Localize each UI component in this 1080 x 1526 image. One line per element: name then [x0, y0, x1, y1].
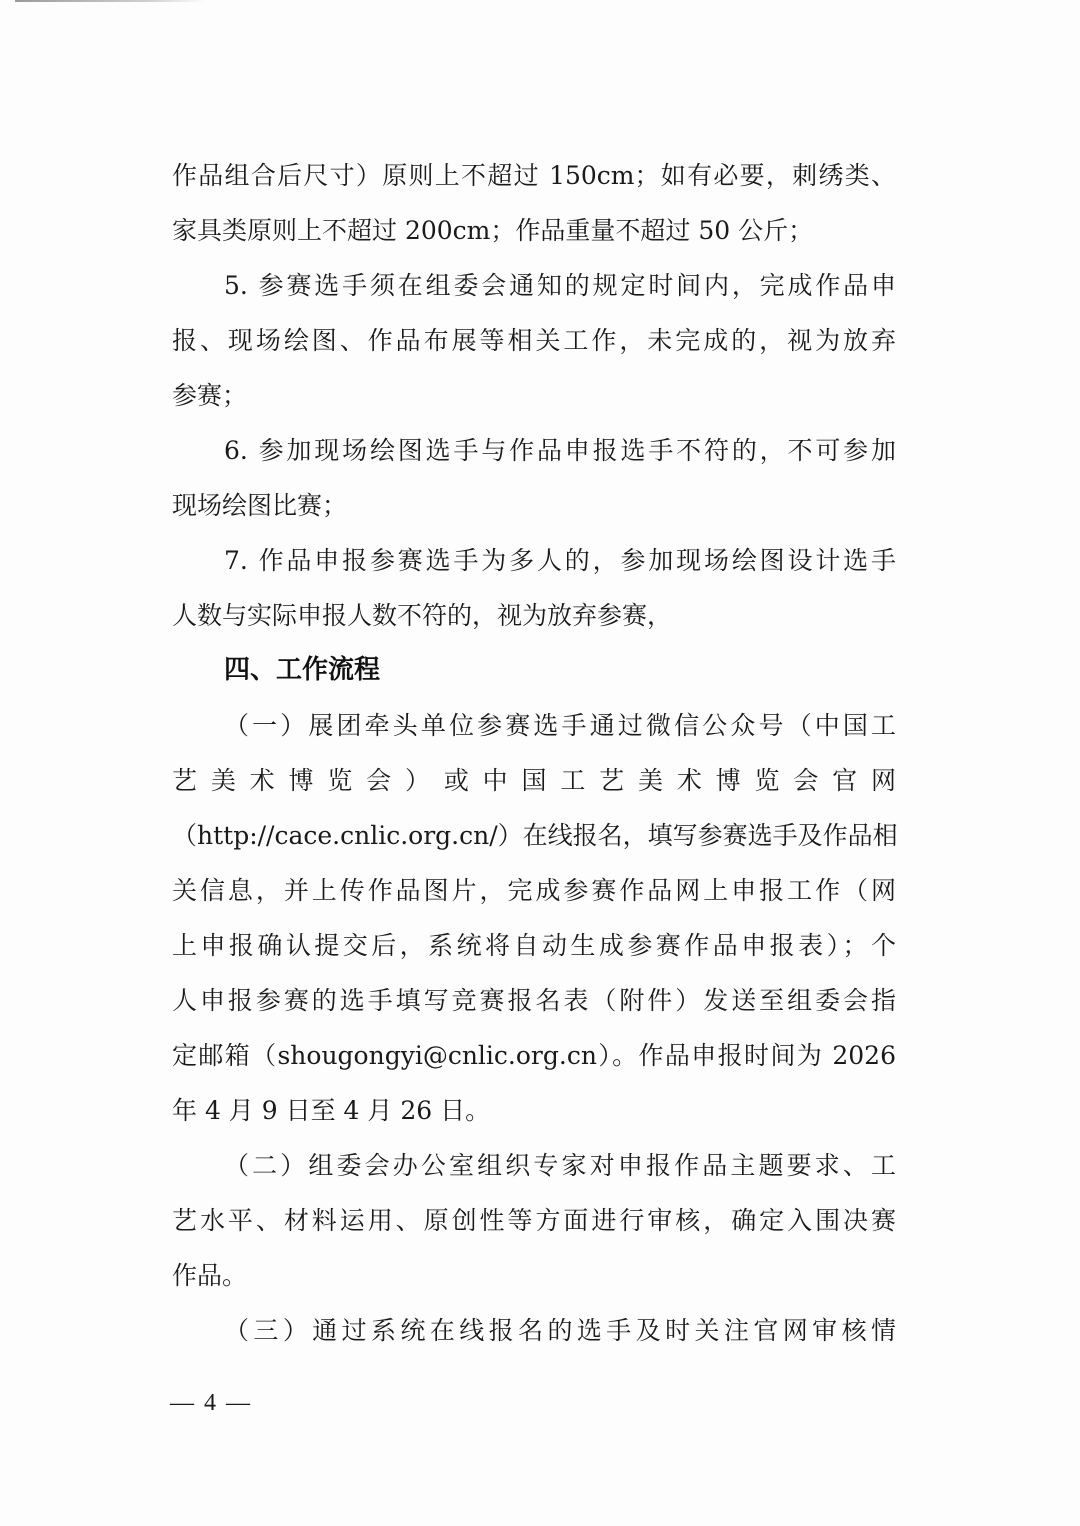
- subsection-3: （三）通过系统在线报名的选手及时关注官网审核情: [224, 1316, 896, 1345]
- list-item-6: 6. 参加现场绘图选手与作品申报选手不符的，不可参加: [224, 436, 896, 465]
- paragraph-line-url: （http://cace.cnlic.org.cn/）在线报名，填写参赛选手及作品相: [172, 821, 898, 850]
- list-item-5: 5. 参赛选手须在组委会通知的规定时间内，完成作品申: [224, 271, 896, 300]
- subsection-2: （二）组委会办公室组织专家对申报作品主题要求、工: [224, 1151, 896, 1180]
- paragraph-line: 报、现场绘图、作品布展等相关工作，未完成的，视为放弃: [172, 326, 896, 355]
- subsection-1: （一）展团牵头单位参赛选手通过微信公众号（中国工: [224, 711, 896, 740]
- paragraph-line: 作品组合后尺寸）原则上不超过 150cm；如有必要，刺绣类、: [172, 161, 896, 190]
- paragraph-line: 现场绘图比赛；: [172, 491, 348, 520]
- paragraph-line: 参赛；: [172, 381, 248, 410]
- paragraph-line: 人申报参赛的选手填写竞赛报名表（附件）发送至组委会指: [172, 986, 896, 1015]
- paragraph-line: 作品。: [172, 1261, 248, 1290]
- paragraph-line: 人数与实际申报人数不符的，视为放弃参赛，: [172, 601, 673, 630]
- paragraph-line: 艺水平、材料运用、原创性等方面进行审核，确定入围决赛: [172, 1206, 896, 1235]
- paragraph-line: 艺美术博览会）或中国工艺美术博览会官网: [172, 766, 896, 795]
- paragraph-line: 家具类原则上不超过 200cm；作品重量不超过 50 公斤；: [172, 216, 814, 245]
- paragraph-line: 关信息，并上传作品图片，完成参赛作品网上申报工作（网: [172, 876, 896, 905]
- scan-edge-shadow: [15, 0, 205, 2]
- list-item-7: 7. 作品申报参赛选手为多人的，参加现场绘图设计选手: [224, 546, 896, 575]
- paragraph-line-email: 定邮箱（shougongyi@cnlic.org.cn）。作品申报时间为 2026: [172, 1041, 896, 1070]
- page-number: — 4 —: [170, 1390, 252, 1416]
- paragraph-line: 上申报确认提交后，系统将自动生成参赛作品申报表）；个: [172, 931, 896, 960]
- section-heading: 四、工作流程: [224, 655, 381, 685]
- paragraph-line-date: 年 4 月 9 日至 4 月 26 日。: [172, 1096, 491, 1125]
- document-page: [172, 148, 896, 1358]
